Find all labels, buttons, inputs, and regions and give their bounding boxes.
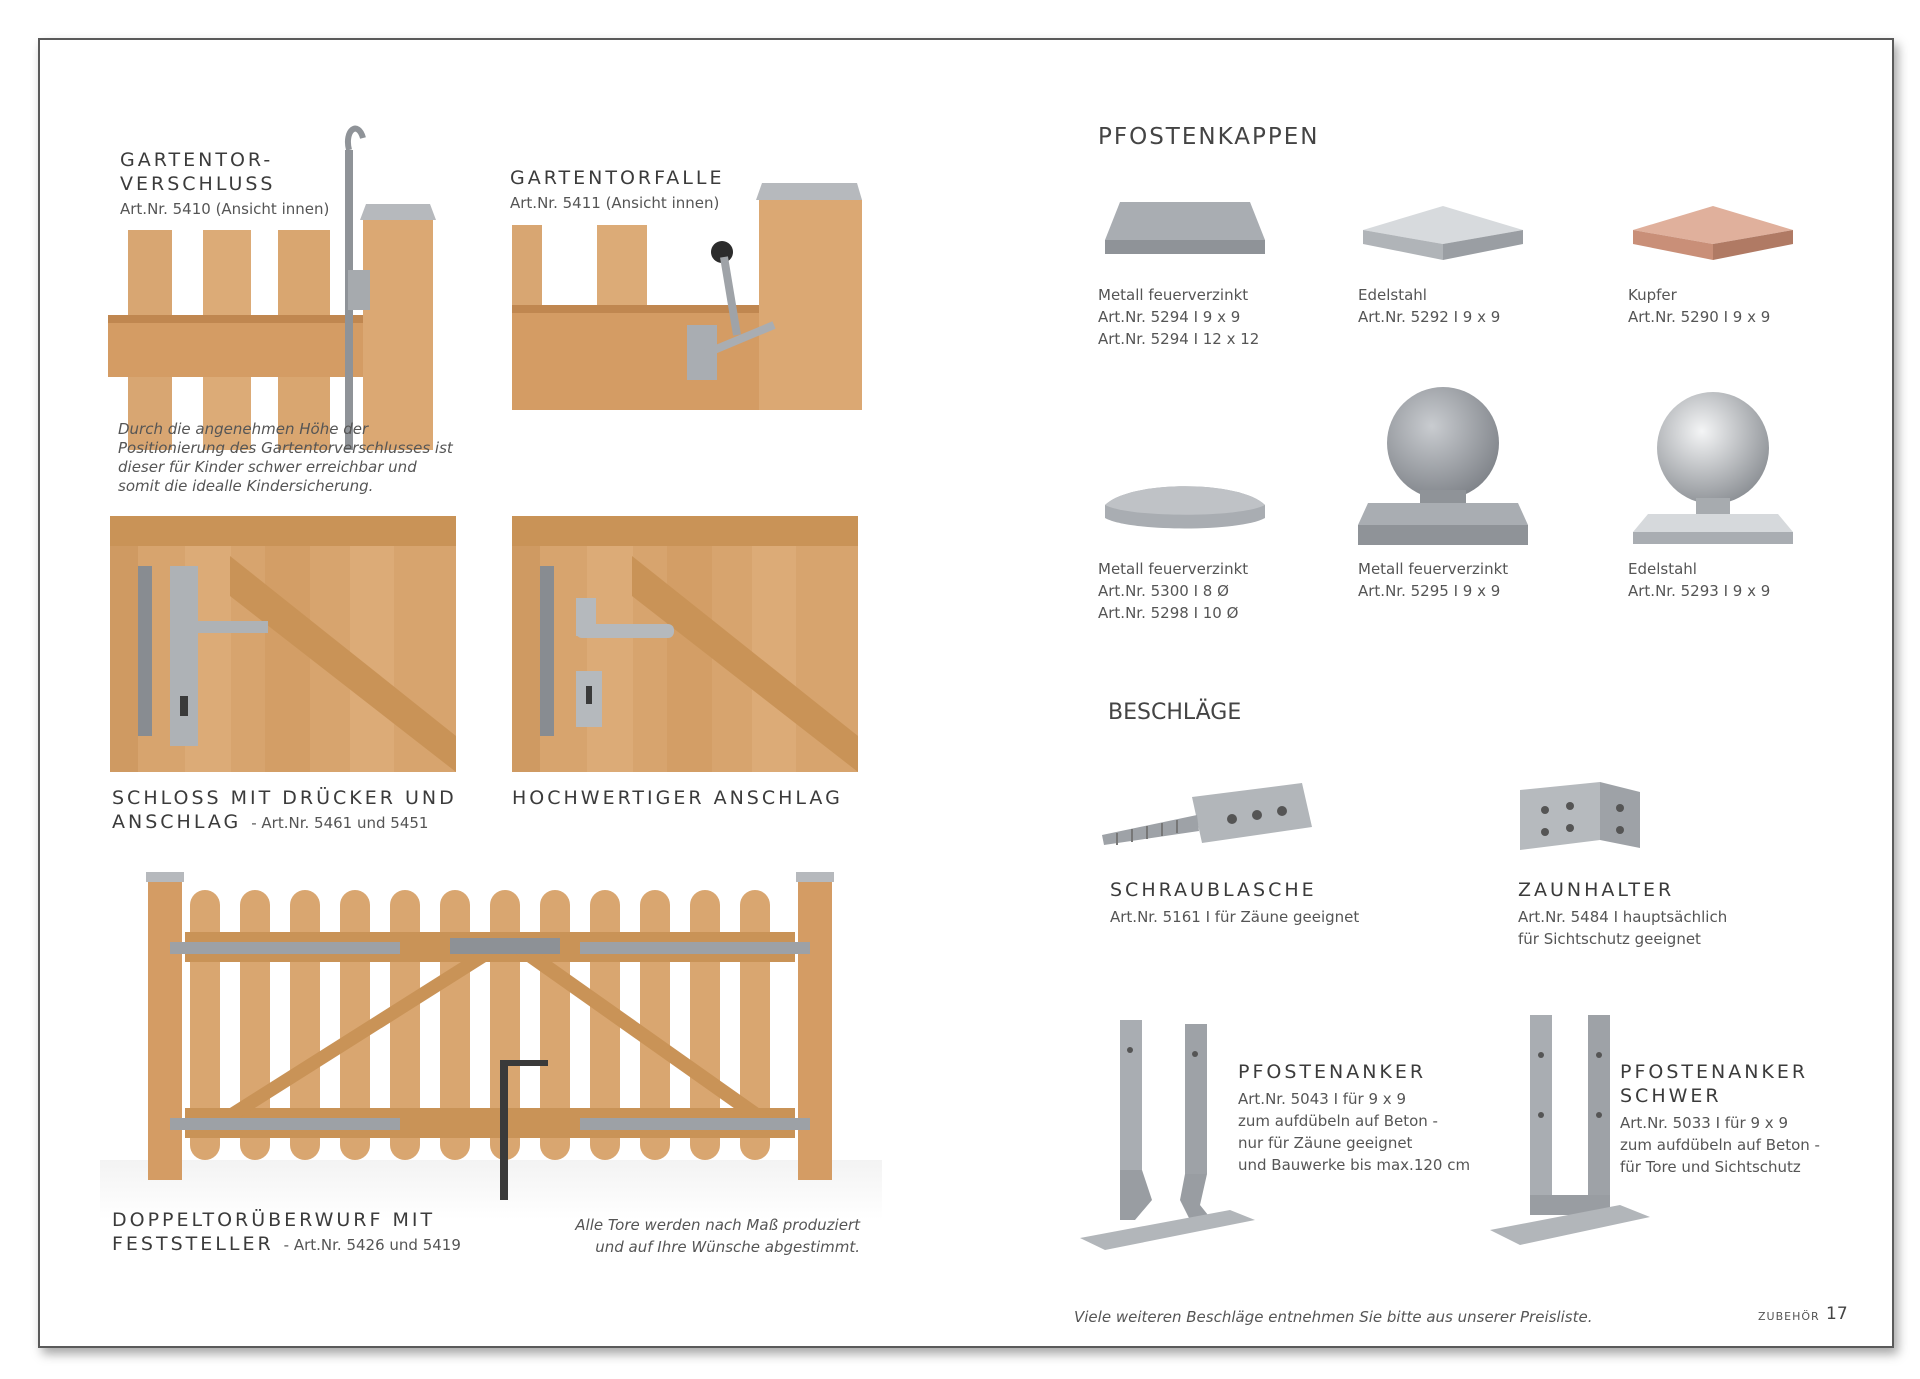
- artnr: Art.Nr. 5292 I 9 x 9: [1358, 308, 1501, 326]
- artnr: Art.Nr. 5293 I 9 x 9: [1628, 582, 1771, 600]
- pfostenanker-schwer-title: PFOSTENANKER: [1620, 1061, 1809, 1083]
- pfostenkappen-heading: PFOSTENKAPPEN: [1098, 124, 1320, 150]
- pfostenanker-desc: nur für Zäune geeignet: [1238, 1134, 1413, 1152]
- catalog-page: [38, 38, 1894, 1348]
- title-line: GARTENTOR-: [120, 149, 274, 171]
- gartentorfalle-image: [512, 175, 862, 410]
- material: Edelstahl: [1628, 560, 1697, 578]
- pfostenanker-schwer-artnr: Art.Nr. 5033 I für 9 x 9: [1620, 1114, 1788, 1132]
- gartentorfalle-artnr: Art.Nr. 5411 (Ansicht innen): [510, 194, 720, 212]
- zaunhalter-block: [1518, 878, 1727, 950]
- pfostenanker-schwer-title: SCHWER: [1620, 1085, 1722, 1107]
- schraublasche-title: SCHRAUBLASCHE: [1110, 879, 1317, 901]
- gartentor-verschluss-description: Durch die angenehmen Höhe der Positionierung des Gartentorverschlusses ist dieser für Kinder schwer erreichbar und somit die idealle Kindersicherung.: [118, 420, 453, 495]
- post-cap-item-1: [1098, 284, 1259, 350]
- doppeltor-title: [112, 1208, 461, 1256]
- pfostenanker-schwer-desc: zum aufdübeln auf Beton -: [1620, 1136, 1820, 1154]
- title-row: [112, 1232, 461, 1256]
- artnr: Art.Nr. 5294 I 12 x 12: [1098, 330, 1260, 348]
- title-line: DOPPELTORÜBERWURF MIT: [112, 1209, 436, 1231]
- post-cap-ball-galvanized-image: [1358, 385, 1528, 550]
- post-cap-item-3: [1628, 284, 1770, 328]
- title-line: FESTSTELLER: [112, 1233, 274, 1255]
- schraublasche-artnr: Art.Nr. 5161 I für Zäune geeignet: [1110, 908, 1360, 926]
- post-cap-item-4: [1098, 558, 1248, 624]
- material: Metall feuerverzinkt: [1098, 286, 1249, 304]
- schloss-title: [112, 786, 457, 834]
- post-cap-item-6: [1628, 558, 1770, 602]
- beschlaege-heading: BESCHLÄGE: [1108, 700, 1242, 725]
- material: Metall feuerverzinkt: [1098, 560, 1249, 578]
- zaunhalter-artnr: Art.Nr. 5484 I hauptsächlich: [1518, 908, 1728, 926]
- artnr: Art.Nr. 5298 I 10 Ø: [1098, 604, 1239, 622]
- gartentor-verschluss-image: [108, 100, 488, 450]
- artnr: Art.Nr. 5290 I 9 x 9: [1628, 308, 1771, 326]
- pfostenanker-schwer-block: [1620, 1060, 1820, 1178]
- pfostenanker-artnr: Art.Nr. 5043 I für 9 x 9: [1238, 1090, 1406, 1108]
- pfostenanker-desc: zum aufdübeln auf Beton -: [1238, 1112, 1438, 1130]
- material: Metall feuerverzinkt: [1358, 560, 1509, 578]
- pfostenanker-block: [1238, 1060, 1470, 1176]
- note-line: Alle Tore werden nach Maß produziert: [575, 1216, 860, 1234]
- schloss-image: [110, 516, 456, 772]
- post-cap-item-5: [1358, 558, 1508, 602]
- schraublasche-image: [1102, 775, 1322, 865]
- post-cap-flat-galvanized-image: [1100, 190, 1270, 270]
- post-cap-round-galvanized-image: [1100, 460, 1270, 550]
- schloss-artnr: - Art.Nr. 5461 und 5451: [251, 814, 429, 832]
- post-cap-ball-steel-image: [1628, 390, 1798, 550]
- schraublasche-block: [1110, 878, 1359, 928]
- post-cap-item-2: [1358, 284, 1500, 328]
- material: Edelstahl: [1358, 286, 1427, 304]
- artnr: Art.Nr. 5295 I 9 x 9: [1358, 582, 1501, 600]
- gartentorfalle-title: GARTENTORFALLE: [510, 167, 725, 189]
- section-label: ZUBEHÖR: [1758, 1310, 1820, 1323]
- title-row: [112, 810, 457, 834]
- post-cap-pyramid-steel-image: [1358, 200, 1528, 270]
- title-line: ANSCHLAG: [112, 811, 242, 833]
- material: Kupfer: [1628, 286, 1677, 304]
- doppeltor-note: [540, 1214, 860, 1258]
- zaunhalter-title: ZAUNHALTER: [1518, 879, 1675, 901]
- note-line: und auf Ihre Wünsche abgestimmt.: [595, 1238, 860, 1256]
- doppeltor-image: [100, 860, 882, 1220]
- pfostenanker-title: PFOSTENANKER: [1238, 1061, 1427, 1083]
- zaunhalter-desc: für Sichtschutz geeignet: [1518, 930, 1701, 948]
- pfostenanker-desc: und Bauwerke bis max.120 cm: [1238, 1156, 1471, 1174]
- post-cap-pyramid-copper-image: [1628, 200, 1798, 270]
- artnr: Art.Nr. 5294 I 9 x 9: [1098, 308, 1241, 326]
- title-line: SCHLOSS MIT DRÜCKER UND: [112, 787, 457, 809]
- anschlag-title: HOCHWERTIGER ANSCHLAG: [512, 787, 843, 809]
- artnr: Art.Nr. 5300 I 8 Ø: [1098, 582, 1229, 600]
- doppeltor-artnr: - Art.Nr. 5426 und 5419: [283, 1236, 461, 1254]
- gartentor-verschluss-artnr: Art.Nr. 5410 (Ansicht innen): [120, 200, 330, 218]
- page-number: 17: [1826, 1304, 1848, 1324]
- pfostenanker-image: [1080, 1010, 1260, 1260]
- zaunhalter-image: [1510, 770, 1660, 860]
- footer-note: Viele weiteren Beschläge entnehmen Sie bitte aus unserer Preisliste.: [1074, 1308, 1593, 1326]
- pfostenanker-schwer-desc: für Tore und Sichtschutz: [1620, 1158, 1801, 1176]
- anschlag-image: [512, 516, 858, 772]
- title-line: VERSCHLUSS: [120, 173, 276, 195]
